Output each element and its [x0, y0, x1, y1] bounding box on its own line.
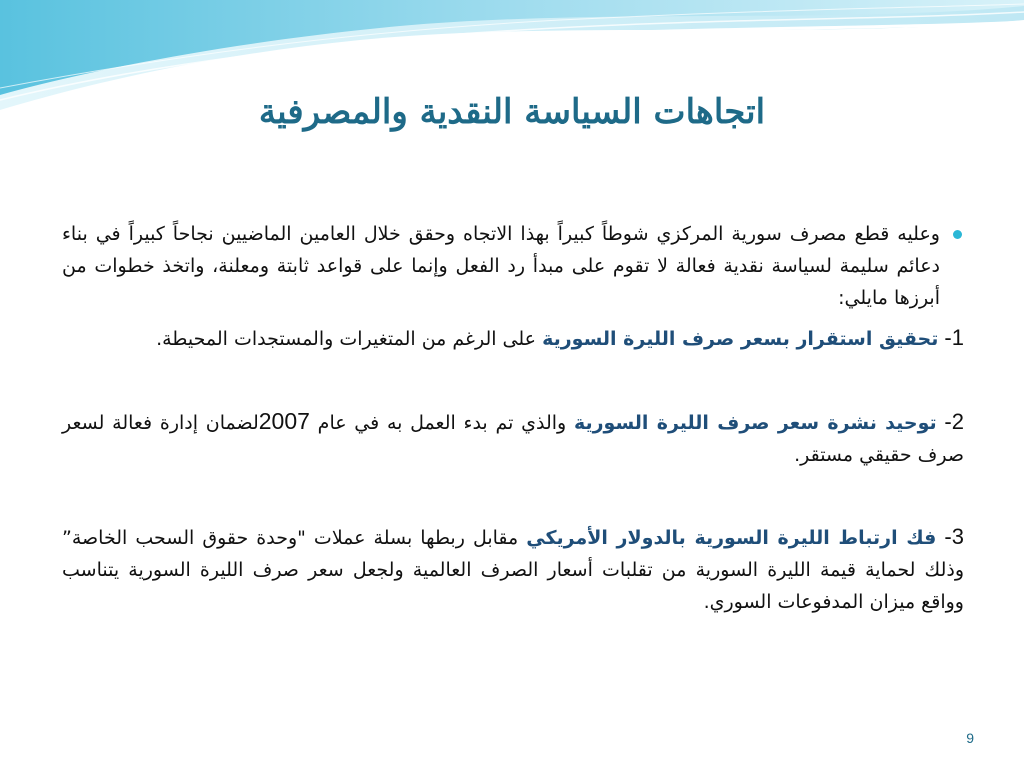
item-highlight: تحقيق استقرار بسعر صرف الليرة السورية — [542, 328, 939, 350]
item-text: والذي تم بدء العمل به في عام — [309, 412, 574, 434]
item-text-continued: لضمان إدارة فعالة لسعر صرف حقيقي مستقر. — [62, 412, 964, 466]
list-item-2 — [62, 405, 964, 471]
slide-title: اتجاهات السياسة النقدية والمصرفية — [258, 92, 766, 132]
list-item-3 — [62, 521, 964, 618]
item-text: مقابل ربطها بسلة عملات "وحدة حقوق السحب الخاصة” وذلك لحماية قيمة الليرة السورية من تقلبات أسعار الصرف العالمية ولجعل سعر صرف الليرة السورية يتناسب وواقع ميزان المدفوعات السوري. — [62, 527, 964, 613]
item-highlight: فك ارتباط الليرة السورية بالدولار الأمريكي — [526, 527, 937, 549]
bullet-dot-icon — [953, 230, 962, 239]
item-number: 1- — [944, 325, 964, 350]
item-year: 2007 — [258, 408, 310, 434]
item-number: 2- — [944, 409, 964, 434]
list-item-1 — [62, 322, 964, 355]
slide-content — [62, 218, 964, 618]
intro-text: وعليه قطع مصرف سورية المركزي شوطاً كبيراً بهذا الاتجاه وحقق خلال العامين الماضيين نجاحاً كبيراً في بناء دعائم سليمة لسياسة نقدية فعالة لا تقوم على مبدأ رد الفعل وإنما على قواعد ثابتة ومعلنة، واتخذ خطوات من أبرزها مايلي: — [62, 223, 940, 309]
item-highlight: توحيد نشرة سعر صرف الليرة السورية — [573, 412, 937, 434]
page-number: 9 — [966, 730, 974, 746]
item-text: على الرغم من المتغيرات والمستجدات المحيطة. — [156, 328, 543, 350]
item-number: 3- — [944, 524, 964, 549]
intro-paragraph — [62, 218, 964, 314]
